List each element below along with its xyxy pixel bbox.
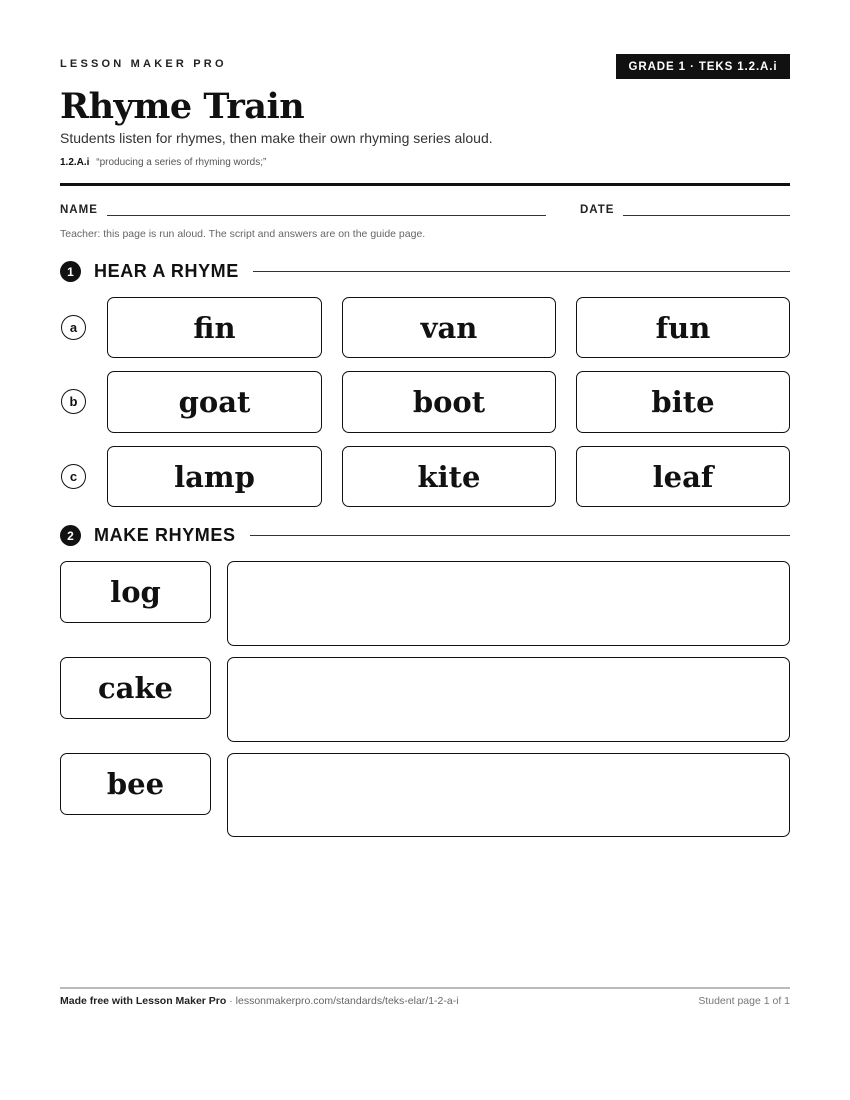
section-number: 2: [60, 525, 81, 546]
prompt-word-card: cake: [60, 657, 211, 719]
section-1-header: [60, 261, 790, 282]
section-title: MAKE RHYMES: [94, 525, 236, 545]
page-title: Rhyme Train: [60, 86, 305, 127]
footer-credit: [60, 995, 459, 1007]
section-rule: [250, 535, 790, 536]
grade-badge: GRADE 1 · TEKS 1.2.A.i: [616, 54, 790, 79]
section-2-header: [60, 525, 790, 546]
word-card: leaf: [576, 446, 790, 507]
teacher-note: Teacher: this page is run aloud. The script and answers are on the guide page.: [60, 228, 426, 240]
standard-code: 1.2.A.i: [60, 157, 90, 168]
section-title: HEAR A RHYME: [94, 261, 239, 281]
row-letter-a: a: [61, 315, 86, 340]
word-card: van: [342, 297, 556, 358]
row-letter-b: b: [61, 389, 86, 414]
standard-text: “producing a series of rhyming words;”: [96, 157, 267, 168]
footer-url[interactable]: · lessonmakerpro.com/standards/teks-elar/1-2-a-i: [226, 995, 459, 1007]
answer-box[interactable]: [227, 753, 790, 837]
word-card: lamp: [107, 446, 322, 507]
standard-line: [60, 157, 266, 168]
word-card: boot: [342, 371, 556, 433]
page-subtitle: Students listen for rhymes, then make their own rhyming series aloud.: [60, 130, 493, 146]
footer-made-with: Made free with Lesson Maker Pro: [60, 995, 227, 1007]
prompt-word-card: bee: [60, 753, 211, 815]
brand-name: LESSON MAKER PRO: [60, 58, 227, 70]
header-divider: [60, 183, 790, 186]
name-label: NAME: [60, 204, 98, 216]
footer-divider: [60, 987, 790, 989]
prompt-word-card: log: [60, 561, 211, 623]
date-field[interactable]: [623, 215, 790, 216]
section-rule: [253, 271, 790, 272]
word-card: kite: [342, 446, 556, 507]
answer-box[interactable]: [227, 561, 790, 646]
word-card: goat: [107, 371, 322, 433]
answer-box[interactable]: [227, 657, 790, 742]
word-card: fun: [576, 297, 790, 358]
word-card: fin: [107, 297, 322, 358]
date-label: DATE: [580, 204, 615, 216]
section-number: 1: [60, 261, 81, 282]
row-letter-c: c: [61, 464, 86, 489]
word-card: bite: [576, 371, 790, 433]
name-field[interactable]: [107, 215, 546, 216]
footer-page-number: Student page 1 of 1: [698, 995, 790, 1007]
